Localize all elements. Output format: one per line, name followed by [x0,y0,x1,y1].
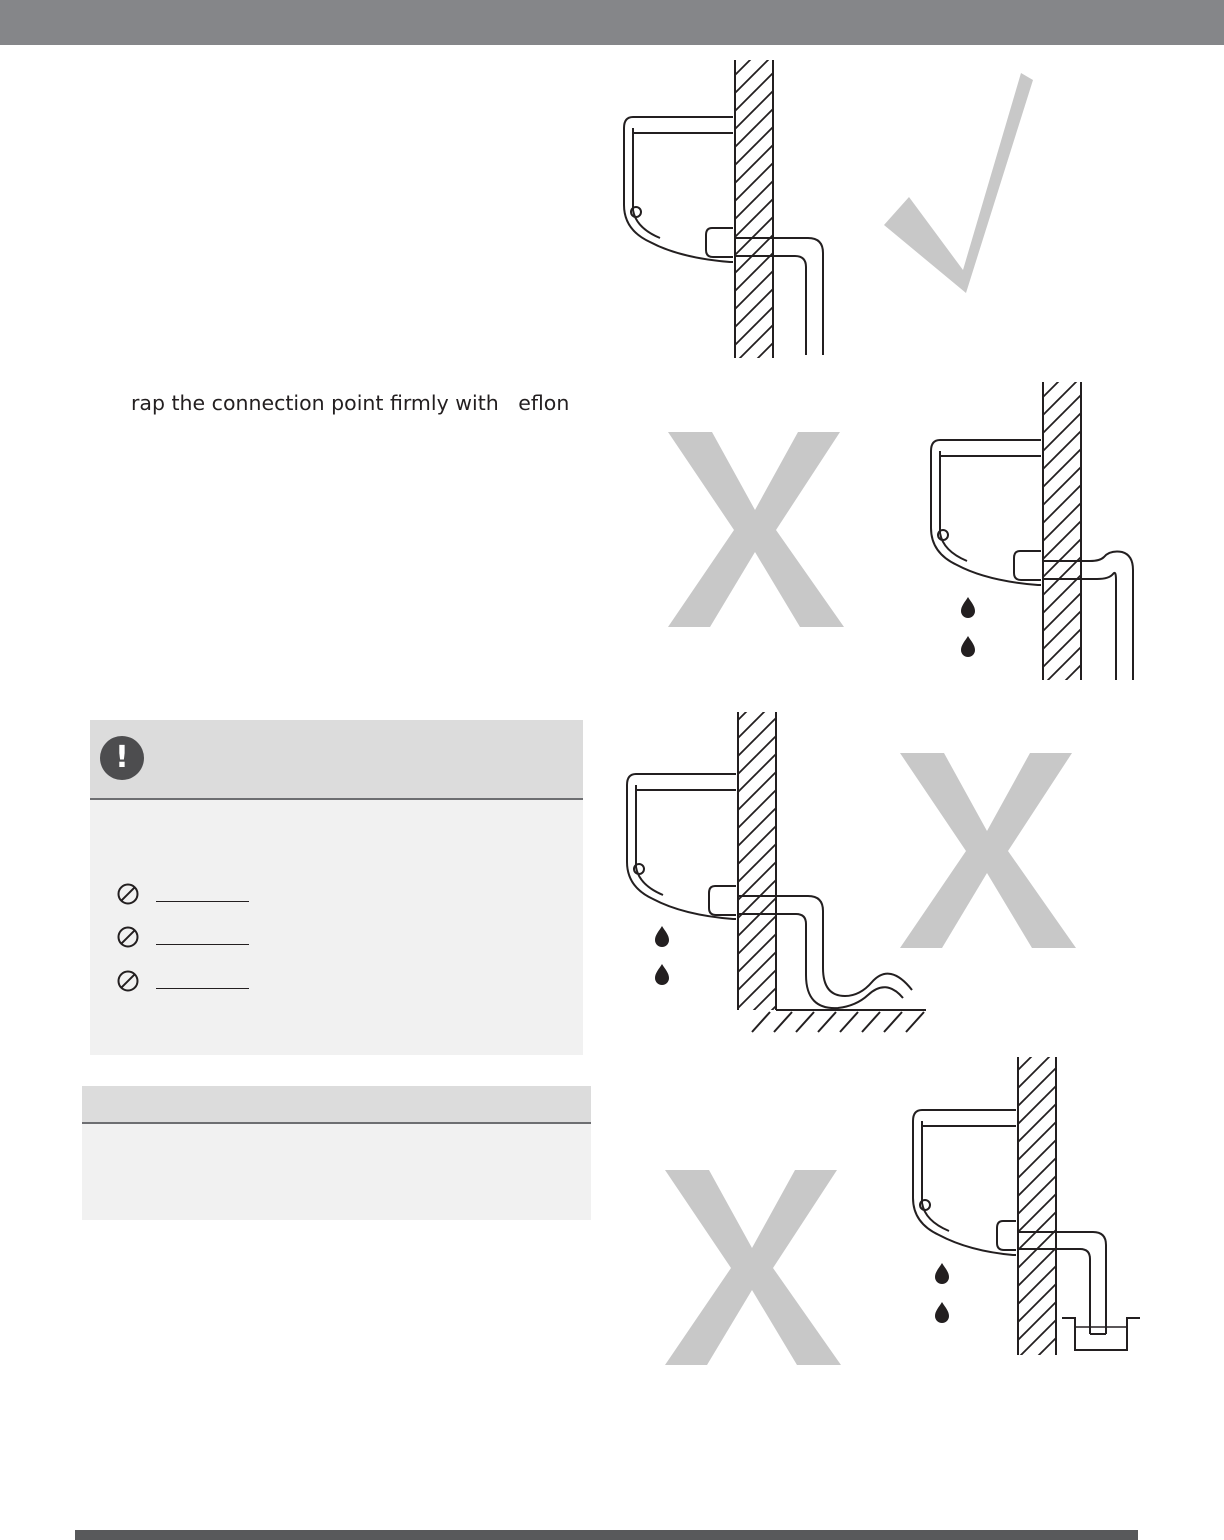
instruction-text: rap the connection point firmly with eflon [131,391,570,415]
correct-drain-installation [624,60,1033,358]
incorrect-drain-raised-bend [668,382,1133,680]
x-mark-icon [668,432,844,627]
check-mark-icon [884,73,1033,293]
footer-bar [75,1530,1138,1540]
x-mark-icon [665,1170,841,1365]
x-mark-icon [900,753,1076,948]
incorrect-drain-in-water [665,1057,1140,1365]
exclamation-circle-icon: ! [100,736,144,780]
incorrect-drain-wavy-hose [627,712,1076,1032]
